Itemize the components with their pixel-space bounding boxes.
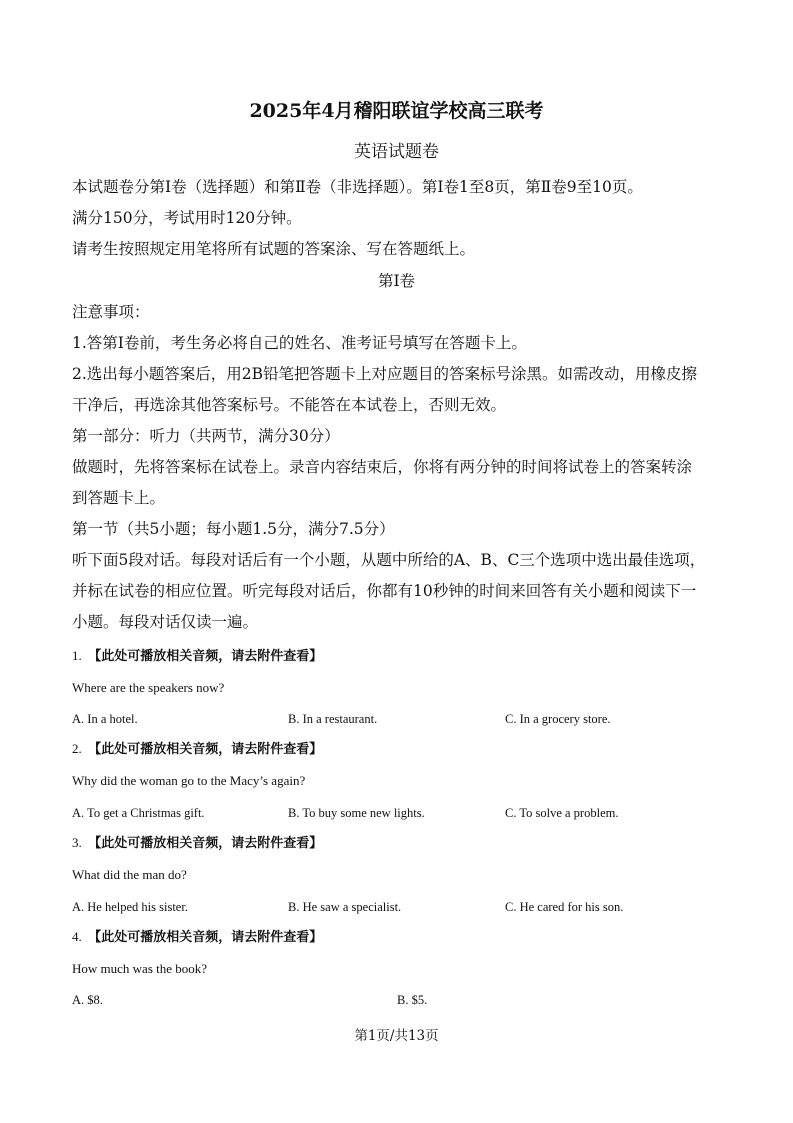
audio-link[interactable]: 【此处可播放相关音频，请去附件查看】 <box>88 930 323 945</box>
question-4-header <box>72 927 322 948</box>
question-2-option-b: B. To buy some new lights. <box>288 806 425 820</box>
intro-line-3: 请考生按照规定用笔将所有试题的答案涂、写在答题纸上。 <box>72 240 476 258</box>
section1-instructions-3: 小题。每段对话仅读一遍。 <box>72 613 259 631</box>
question-number: 3. <box>72 835 82 850</box>
question-4-option-b: B. $5. <box>397 993 428 1007</box>
question-1-stem: Where are the speakers now? <box>72 680 225 695</box>
part1-instructions-2: 到答题卡上。 <box>72 489 166 507</box>
question-1-option-c: C. In a grocery store. <box>505 712 611 726</box>
part1-heading: 第一部分：听力（共两节，满分30分） <box>72 427 340 445</box>
question-2-header <box>72 739 322 760</box>
question-2-option-c: C. To solve a problem. <box>505 806 619 820</box>
section1-instructions-2: 并标在试卷的相应位置。听完每段对话后，你都有10秒钟的时间来回答有关小题和阅读下一 <box>72 582 697 600</box>
question-number: 4. <box>72 929 82 944</box>
audio-link[interactable]: 【此处可播放相关音频，请去附件查看】 <box>88 649 323 664</box>
question-3-option-b: B. He saw a specialist. <box>288 900 402 914</box>
volume-heading: 第Ⅰ卷 <box>377 272 416 290</box>
notes-heading: 注意事项： <box>72 303 150 321</box>
notes-item-1: 1.答第Ⅰ卷前，考生务必将自己的姓名、准考证号填写在答题卡上。 <box>72 334 527 352</box>
exam-title: 2025年4月稽阳联谊学校高三联考 <box>249 100 544 122</box>
intro-line-1: 本试题卷分第Ⅰ卷（选择题）和第Ⅱ卷（非选择题）。第Ⅰ卷1至8页，第Ⅱ卷9至10页。 <box>72 178 643 196</box>
question-4-option-a: A. $8. <box>72 993 103 1007</box>
question-3-option-c: C. He cared for his son. <box>505 900 624 914</box>
question-number: 2. <box>72 741 82 756</box>
intro-line-2: 满分150分，考试用时120分钟。 <box>72 209 302 227</box>
notes-item-2-cont: 干净后，再选涂其他答案标号。不能答在本试卷上，否则无效。 <box>72 396 507 414</box>
page-number: 第1页/共13页 <box>354 1028 439 1044</box>
question-1-header <box>72 646 322 667</box>
question-1-option-b: B. In a restaurant. <box>288 712 378 726</box>
question-2-option-a: A. To get a Christmas gift. <box>72 806 205 820</box>
question-2-stem: Why did the woman go to the Macy’s again? <box>72 773 306 788</box>
question-4-stem: How much was the book? <box>72 961 208 976</box>
audio-link[interactable]: 【此处可播放相关音频，请去附件查看】 <box>88 836 323 851</box>
question-1-option-a: A. In a hotel. <box>72 712 138 726</box>
section1-heading: 第一节（共5小题；每小题1.5分，满分7.5分） <box>72 520 395 538</box>
notes-item-2: 2.选出每小题答案后，用2B铅笔把答题卡上对应题目的答案标号涂黑。如需改动，用橡皮擦 <box>72 365 698 383</box>
exam-subtitle: 英语试题卷 <box>354 142 439 162</box>
question-3-stem: What did the man do? <box>72 867 187 882</box>
part1-instructions-1: 做题时，先将答案标在试卷上。录音内容结束后，你将有两分钟的时间将试卷上的答案转涂 <box>72 458 693 476</box>
section1-instructions-1: 听下面5段对话。每段对话后有一个小题，从题中所给的A、B、C三个选项中选出最佳选项， <box>72 551 706 569</box>
question-3-option-a: A. He helped his sister. <box>72 900 188 914</box>
question-number: 1. <box>72 648 82 663</box>
audio-link[interactable]: 【此处可播放相关音频，请去附件查看】 <box>88 742 323 757</box>
question-3-header <box>72 833 322 854</box>
